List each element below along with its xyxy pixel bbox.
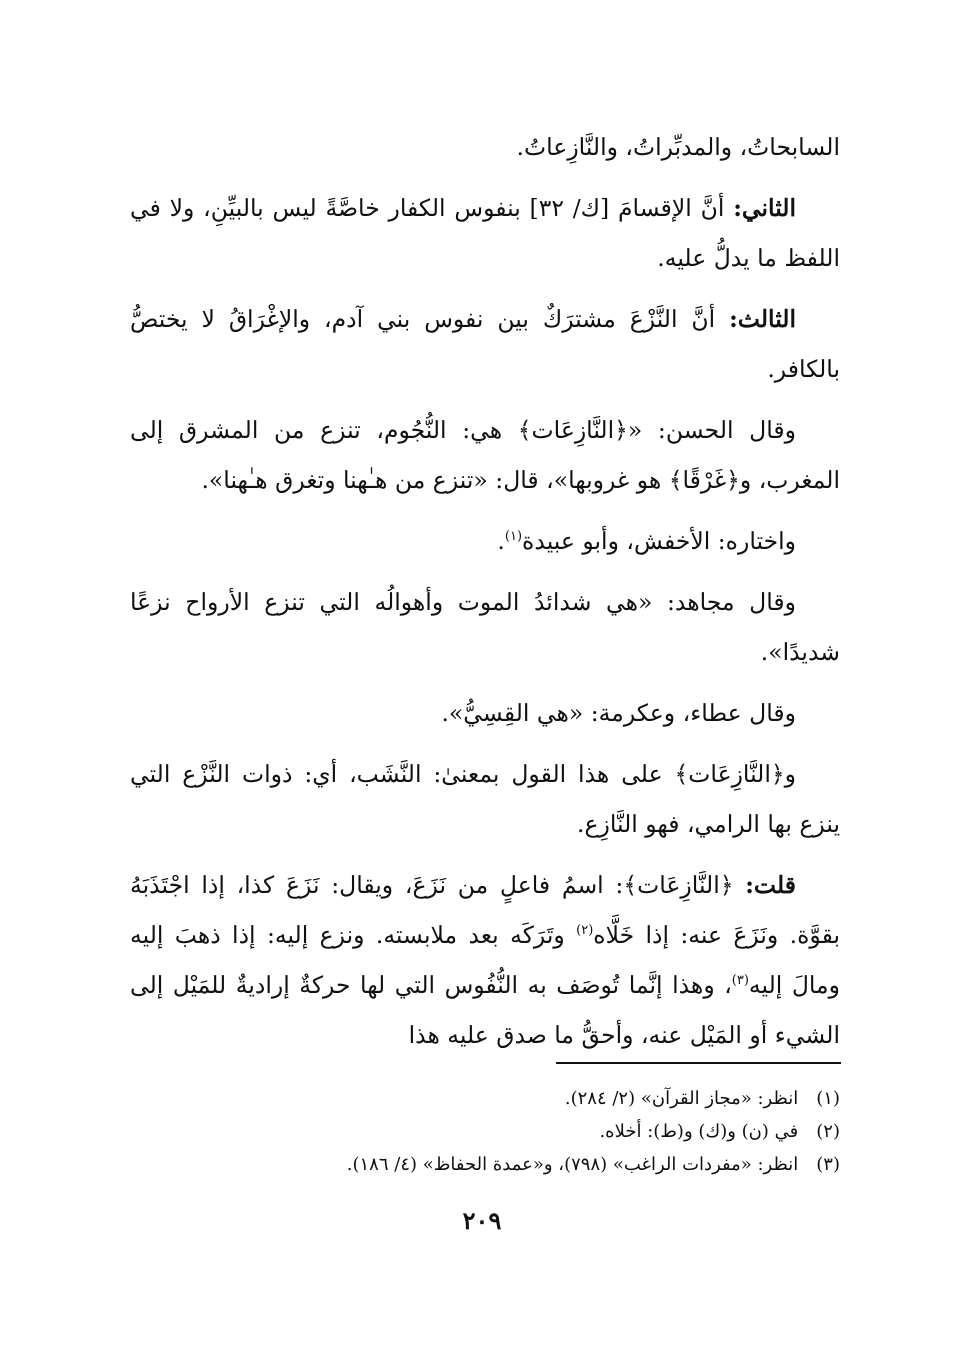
footnote-1-number: (١) [816, 1088, 840, 1109]
footnote-2-number: (٢) [816, 1121, 840, 1142]
paragraph-9 [130, 860, 840, 1060]
footnote-ref-2[interactable]: (٢) [576, 923, 594, 939]
footnote-2 [130, 1115, 840, 1148]
paragraph-3 [130, 294, 840, 394]
paragraph-5 [130, 516, 840, 566]
footnote-3 [130, 1148, 840, 1181]
footnote-ref-1[interactable]: (١) [504, 529, 523, 545]
footnote-3-text: انظر: «مفردات الراغب» (٧٩٨)، و«عمدة الحفاظ» (٤/ ١٨٦). [346, 1154, 799, 1175]
paragraph-9-text-c: ، وهذا إنَّما تُوصَف به النُّفُوس التي لها حركةٌ إراديةٌ للمَيْل إلى الشيء أو المَيْل عنه، وأحقُّ ما صدق عليه هذا [130, 971, 840, 1049]
paragraph-1-text: السابحاتُ، والمدبِّراتُ، والنَّازِعاتُ. [516, 133, 840, 161]
paragraph-7-text: وقال عطاء، وعكرمة: «هي القِسِيُّ». [441, 699, 796, 727]
footnote-1-text: انظر: «مجاز القرآن» (٢/ ٢٨٤). [564, 1088, 799, 1109]
paragraph-8 [130, 749, 840, 849]
paragraph-5-end: . [497, 527, 505, 555]
footnote-ref-3[interactable]: (٣) [731, 973, 749, 989]
paragraph-2-lead: الثاني: [733, 194, 796, 222]
paragraph-4 [130, 405, 840, 505]
footnote-1 [130, 1082, 840, 1115]
paragraph-3-lead: الثالث: [729, 305, 796, 333]
paragraph-6-text: وقال مجاهد: «هي شدائدُ الموت وأهوالُه التي تنزع الأرواح نزعًا شديدًا». [130, 588, 840, 666]
main-text [130, 122, 840, 1060]
paragraph-9-text-a: ﴿النَّازِعَات﴾: اسمُ فاعلٍ من نَزَعَ، ويقال: نَزَعَ كذا، إذا اجْتَذَبَهُ بقوَّة. ونَزَعَ عنه: إذا خَلَّاه [130, 871, 840, 949]
paragraph-1 [130, 122, 840, 172]
paragraph-8-text: و﴿النَّازِعَات﴾ على هذا القول بمعنىٰ: النَّشَب، أي: ذوات النَّزْع التي ينزع بها الرامي، فهو النَّازِع. [130, 760, 840, 838]
footnote-3-number: (٣) [816, 1154, 840, 1175]
paragraph-7 [130, 688, 840, 738]
paragraph-2 [130, 183, 840, 283]
paragraph-4-text: وقال الحسن: «﴿النَّازِعَات﴾ هي: النُّجُوم، تنزع من المشرق إلى المغرب، و﴿غَرْقًا﴾ هو غروبها»، قال: «تنزع من هـٰهنا وتغرق هـٰهنا». [130, 416, 840, 494]
paragraph-3-text: أنَّ النَّزْعَ مشترَكٌ بين نفوس بني آدم، والإغْرَاقُ لا يختصُّ بالكافر. [130, 305, 840, 383]
paragraph-2-text: أنَّ الإقسامَ [ك/ ٣٢] بنفوس الكفار خاصَّةً ليس بالبيِّنِ، ولا في اللفظ ما يدلُّ عليه. [130, 194, 840, 272]
paragraph-9-text-b: وتَرَكَه بعد ملابسته. ونزع إليه: إذا ذهبَ إليه ومالَ إليه [130, 921, 840, 999]
paragraph-6 [130, 577, 840, 677]
page-number: ٢٠٩ [462, 1206, 502, 1235]
footnote-2-text: في (ن) و(ك) و(ط): أخلاه. [599, 1121, 799, 1142]
footnotes [130, 1082, 840, 1181]
footnote-divider [556, 1062, 841, 1064]
paragraph-5-text: واختاره: الأخفش، وأبو عبيدة [522, 527, 796, 555]
paragraph-9-lead: قلت: [745, 871, 796, 899]
